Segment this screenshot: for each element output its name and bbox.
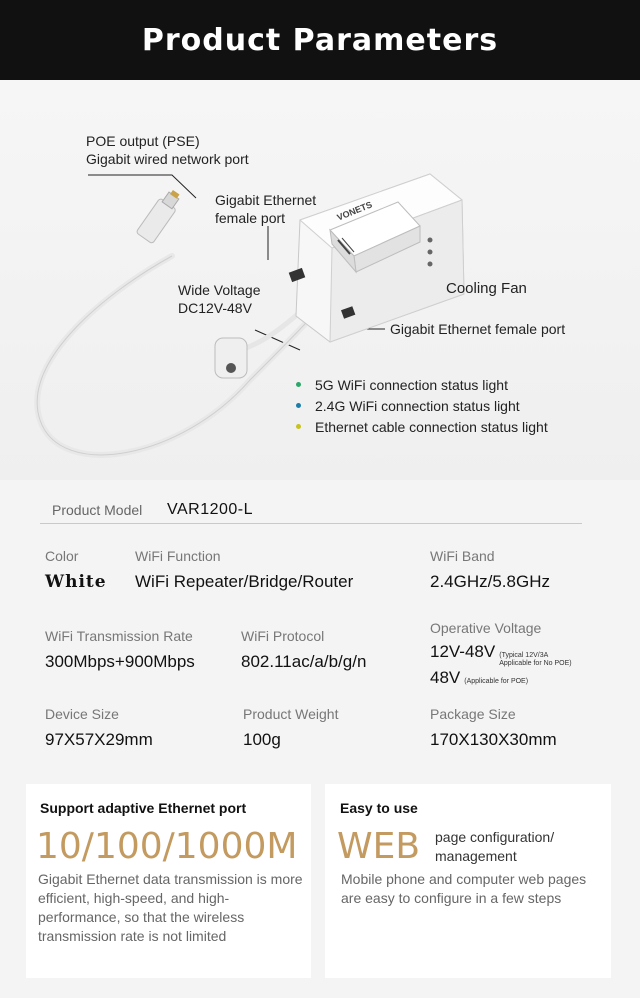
- spec-voltage-note2: (Applicable for POE): [464, 678, 529, 685]
- card-easy-side-text: page configuration/ management: [435, 829, 555, 864]
- callout-poe-output: [86, 132, 249, 168]
- spec-voltage-label: Operative Voltage: [430, 620, 542, 636]
- spec-color: [45, 548, 107, 592]
- legend-label-5g: 5G WiFi connection status light: [315, 376, 508, 393]
- spec-weight-label: Product Weight: [243, 706, 339, 722]
- callout-wide-voltage-line2: DC12V-48V: [178, 300, 252, 316]
- callout-poe-output-line1: POE output (PSE): [86, 133, 200, 149]
- callout-poe-output-line2: Gigabit wired network port: [86, 151, 249, 167]
- dc-barrel-jack: [215, 338, 247, 378]
- callout-gigabit-ethernet-top: [215, 191, 316, 227]
- spec-voltage-note1: [499, 652, 571, 668]
- callout-gigabit-ethernet-line1: Gigabit Ethernet: [215, 192, 317, 208]
- spec-wifi-function-label: WiFi Function: [135, 548, 221, 564]
- spec-color-value: White: [45, 572, 107, 592]
- spec-device-size: [45, 706, 153, 750]
- product-model-value: VAR1200-L: [167, 500, 254, 518]
- spec-wifi-protocol-label: WiFi Protocol: [241, 628, 325, 644]
- spec-wifi-rate: [45, 628, 195, 672]
- page-header: [0, 0, 640, 80]
- status-light-legend: [296, 374, 548, 437]
- spec-weight: [243, 706, 338, 750]
- status-light-1: [428, 238, 433, 243]
- status-light-3: [428, 262, 433, 267]
- callout-gigabit-female-port: Gigabit Ethernet female port: [390, 321, 566, 337]
- card-ethernet-title: Support adaptive Ethernet port: [40, 800, 247, 816]
- spec-voltage-value1: 12V-48V: [430, 642, 496, 661]
- spec-package-size-value: 170X130X30mm: [430, 730, 557, 749]
- spec-package-size-label: Package Size: [430, 706, 516, 722]
- spec-device-size-value: 97X57X29mm: [45, 730, 153, 749]
- card-easy-title: Easy to use: [340, 800, 418, 816]
- card-easy-to-use: [325, 784, 611, 978]
- spec-voltage-note1-b: Applicable for No POE): [499, 660, 572, 667]
- product-model-label: Product Model: [52, 501, 143, 518]
- legend-dot-5g: [296, 382, 301, 387]
- spec-wifi-rate-value: 300Mbps+900Mbps: [45, 652, 195, 671]
- legend-item-ethernet: [296, 416, 548, 437]
- spec-device-size-label: Device Size: [45, 706, 119, 722]
- device-logo: VONETS: [335, 199, 374, 223]
- spec-color-label: Color: [45, 548, 79, 564]
- card-ethernet-port: [26, 784, 311, 978]
- rj45-connector: [136, 187, 185, 244]
- dc-power-cable: [246, 312, 300, 348]
- card-easy-text: Mobile phone and computer web pages are easy to configure in a few steps: [341, 871, 587, 906]
- spec-voltage-line1: [430, 642, 572, 668]
- spec-voltage-line2: [430, 668, 572, 688]
- spec-wifi-function: [135, 548, 353, 592]
- legend-dot-24g: [296, 403, 301, 408]
- legend-item-24g: [296, 395, 548, 416]
- legend-item-5g: [296, 374, 548, 395]
- callout-cooling-fan: Cooling Fan: [446, 280, 527, 297]
- spec-wifi-function-value: WiFi Repeater/Bridge/Router: [135, 572, 354, 591]
- spec-wifi-band-value: 2.4GHz/5.8GHz: [430, 572, 550, 591]
- spec-wifi-band-label: WiFi Band: [430, 548, 495, 564]
- legend-label-24g: 2.4G WiFi connection status light: [315, 397, 520, 414]
- spec-voltage: [430, 620, 572, 688]
- legend-dot-ethernet: [296, 424, 301, 429]
- legend-label-ethernet: Ethernet cable connection status light: [315, 418, 548, 435]
- spec-wifi-protocol-value: 802.11ac/a/b/g/n: [241, 652, 367, 671]
- card-ethernet-text: Gigabit Ethernet data transmission is more efficient, high-speed, and high-performance, so that the wireless transmission rate is not limited: [38, 871, 303, 944]
- spec-wifi-band: [430, 548, 550, 592]
- spec-package-size: [430, 706, 557, 750]
- callout-gigabit-ethernet-line2: female port: [215, 210, 286, 226]
- page-title: Product Parameters: [141, 22, 499, 58]
- card-easy-web: WEB: [337, 826, 421, 867]
- card-ethernet-speed: 10/100/1000M: [36, 826, 298, 867]
- product-model-row: [40, 496, 582, 524]
- spec-weight-value: 100g: [243, 730, 281, 749]
- spec-voltage-value2: 48V: [430, 668, 461, 687]
- callout-wide-voltage-line1: Wide Voltage: [178, 282, 261, 298]
- spec-wifi-rate-label: WiFi Transmission Rate: [45, 628, 193, 644]
- callout-wide-voltage: [178, 281, 261, 317]
- spec-wifi-protocol: [241, 628, 366, 672]
- spec-voltage-note1-a: (Typical 12V/3A: [499, 652, 549, 659]
- status-light-2: [428, 250, 433, 255]
